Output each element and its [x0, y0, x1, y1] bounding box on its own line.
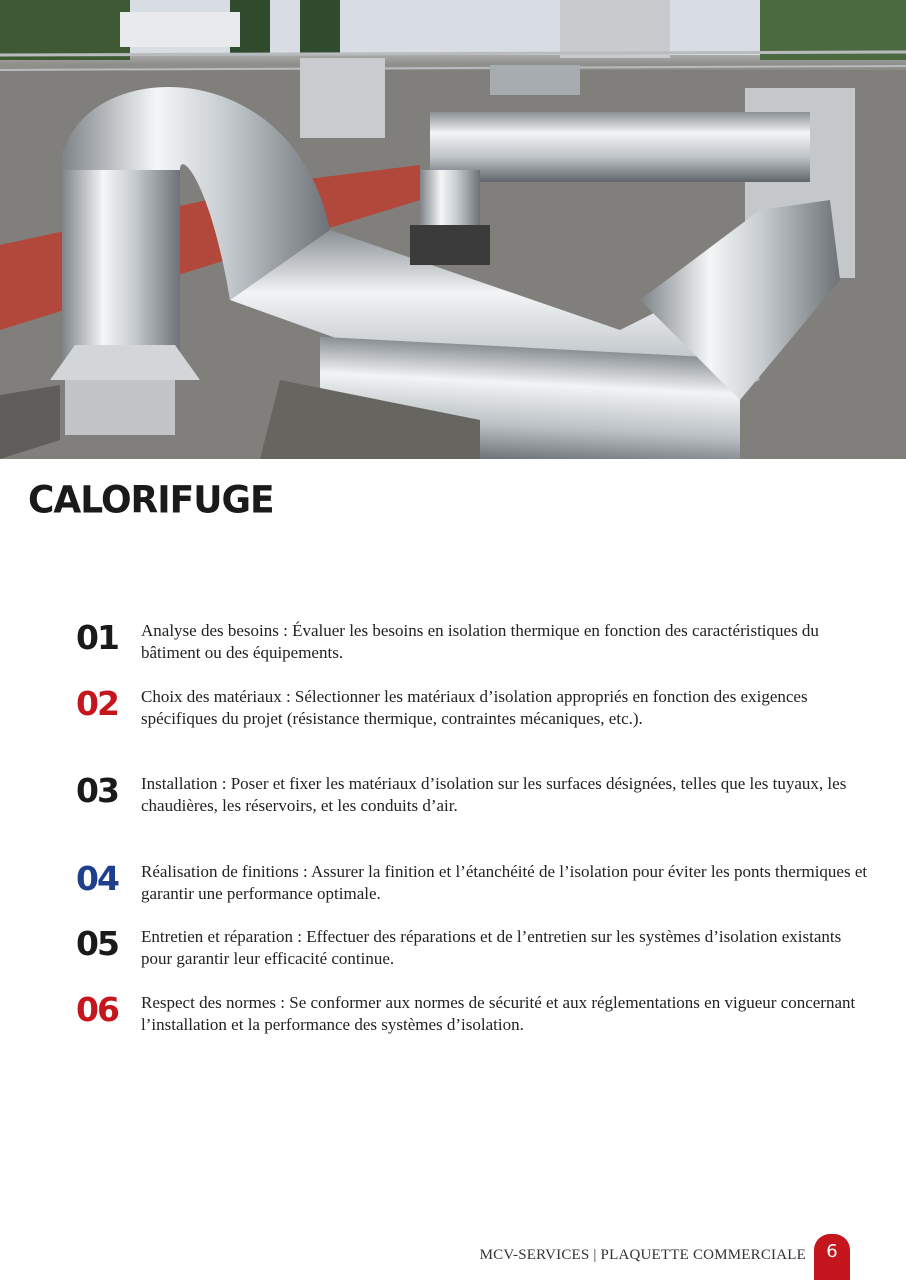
- page-title: CALORIFUGE: [28, 478, 274, 523]
- hero-photo: [0, 0, 906, 459]
- step-text: Choix des matériaux : Sélectionner les matériaux d’isolation appropriés en fonction des exigences spécifiques du projet (résistance thermique, contraintes mécaniques, etc.).: [141, 687, 808, 728]
- step-text: Analyse des besoins : Évaluer les besoins en isolation thermique en fonction des caractéristiques du bâtiment ou des équipements.: [141, 621, 819, 662]
- step-number: 05: [76, 924, 118, 963]
- step-text: Réalisation de finitions : Assurer la finition et l’étanchéité de l’isolation pour éviter les ponts thermiques et garantir une performance optimale.: [141, 862, 868, 903]
- step-text: Respect des normes : Se conformer aux normes de sécurité et aux réglementations en vigueur concernant l’installation et la performance des systèmes d’isolation.: [141, 993, 856, 1034]
- rooftop-ductwork-illustration: [0, 0, 906, 459]
- step-number: 06: [76, 990, 118, 1029]
- step-text: Entretien et réparation : Effectuer des réparations et de l’entretien sur les systèmes d’isolation existants pour garantir leur efficacité continue.: [141, 927, 842, 968]
- step-number: 04: [76, 859, 118, 898]
- footer-label: MCV-SERVICES | PLAQUETTE COMMERCIALE: [479, 1247, 806, 1263]
- step-text: Installation : Poser et fixer les matériaux d’isolation sur les surfaces désignées, telles que les tuyaux, les chaudières, les réservoirs, et les conduits d’air.: [141, 774, 847, 815]
- step-number: 02: [76, 684, 118, 723]
- page-number-badge: 6: [814, 1234, 850, 1280]
- step-number: 01: [76, 618, 118, 657]
- step-number: 03: [76, 771, 118, 810]
